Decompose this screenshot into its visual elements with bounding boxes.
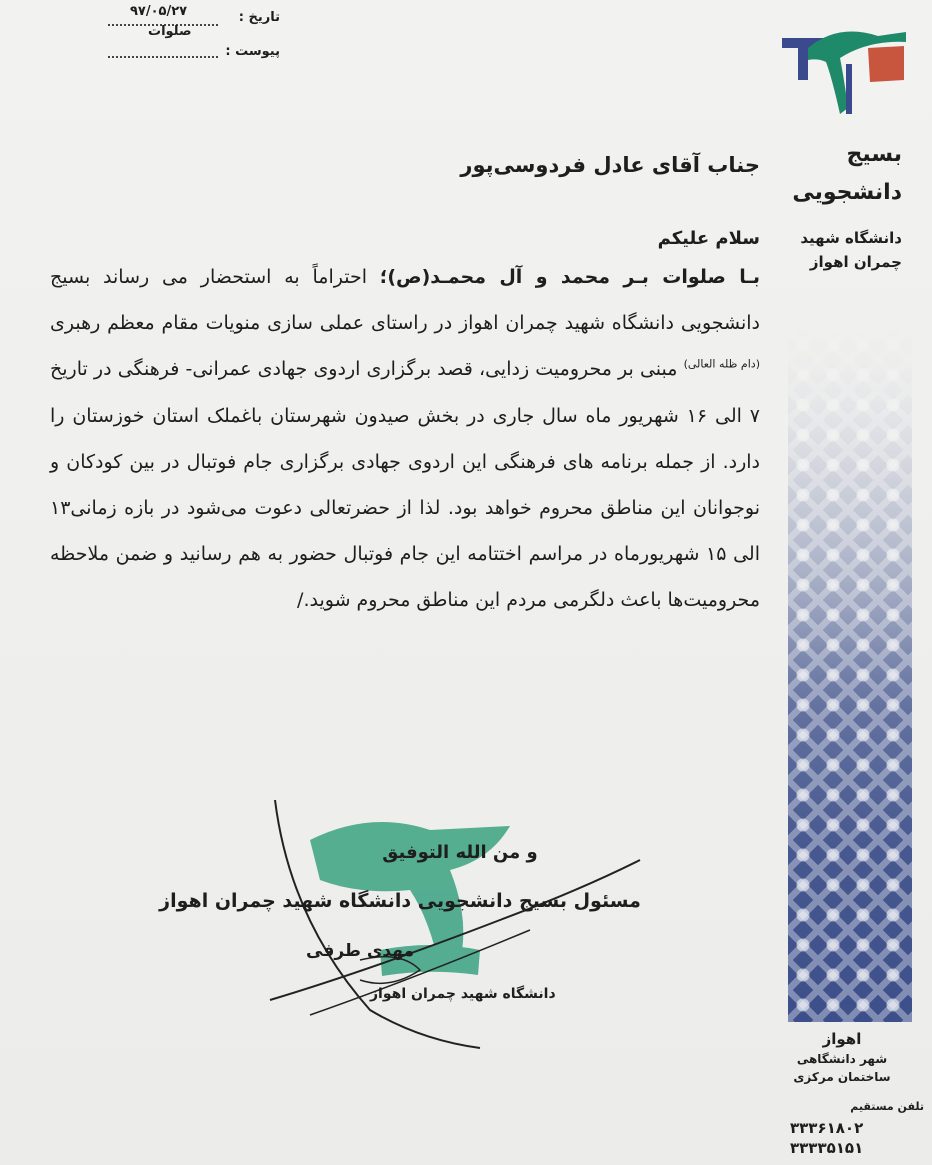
phone-number-1: ۳۳۳۶۱۸۰۲	[790, 1119, 864, 1137]
decorative-pattern-strip	[788, 330, 912, 1022]
org-university-line2: چمران اهواز	[809, 253, 902, 271]
attachment-label: پیوست :	[225, 44, 280, 59]
salutation: بـا صلوات بـر محمد و آل محمـد(ص)؛	[379, 266, 760, 288]
contact-address-line1: شهر دانشگاهی	[796, 1052, 888, 1066]
basij-logo	[778, 18, 906, 118]
signer-title: مسئول بسیج دانشجویی دانشگاه شهید چمران اهواز	[159, 890, 641, 912]
honorific: (دام ظله العالی)	[683, 358, 760, 372]
phone-label: تلفن مستقیم	[850, 1100, 924, 1113]
closing-phrase: و من الله التوفیق	[382, 842, 538, 863]
org-name-line2: دانشجویی	[792, 180, 902, 205]
addressee: جناب آقای عادل فردوسی‌پور	[460, 153, 760, 177]
date-value: ۹۷/۰۵/۲۷	[130, 4, 188, 19]
number-row	[100, 24, 280, 44]
stamp-caption: دانشگاه شهید چمران اهواز	[370, 986, 556, 1002]
attachment-dots	[108, 56, 218, 58]
phone-numbers	[790, 1118, 863, 1158]
letter-paragraph	[50, 254, 760, 624]
number-value: صلوات	[148, 24, 192, 39]
contact-block	[782, 1028, 902, 1086]
date-label: تاریخ :	[238, 10, 280, 25]
organization-block	[792, 140, 902, 274]
pattern-fade	[788, 330, 912, 1022]
signer-name: مهدی طرفی	[306, 941, 414, 961]
body-part-1: احتراماً به استحضار می رساند بسیج دانشجویی دانشگاه شهید چمران اهواز در راستای عملی سازی منویات مقام معظم رهبری	[50, 266, 760, 335]
signature-block	[140, 830, 660, 966]
contact-city: اهواز	[822, 1030, 862, 1048]
letter-body	[50, 150, 760, 624]
greeting: سلام علیکم	[657, 228, 760, 249]
contact-address-line2: ساختمان مرکزی	[793, 1070, 891, 1084]
org-name-line1: بسیج	[846, 142, 902, 167]
date-row	[100, 4, 280, 24]
phone-number-2: ۳۳۳۳۵۱۵۱	[790, 1139, 864, 1157]
org-university-line1: دانشگاه شهید	[800, 229, 902, 247]
body-part-2: مبنی بر محرومیت زدایی، قصد برگزاری اردوی جهادی عمرانی- فرهنگی در تاریخ ۷ الی ۱۶ شهریور ماه سال جاری در بخش صیدون شهرستان باغملک استان خوزستان را دارد. از جمله برنامه های فرهنگی این اردوی جهادی برگزاری جام فوتبال در بین کودکان و نوجوانان این مناطق محروم خواهد بود. لذا از حضرتعالی دعوت می‌شود در بازه زمانی۱۳ الی ۱۵ شهریورماه در مراسم اختتامه این جام فوتبال حضور به هم رسانید و ضمن ملاحظه محرومیت‌ها باعث دلگرمی مردم این مناطق محروم شوید./	[50, 358, 761, 612]
letter-meta	[100, 4, 280, 64]
attachment-row	[100, 44, 280, 64]
